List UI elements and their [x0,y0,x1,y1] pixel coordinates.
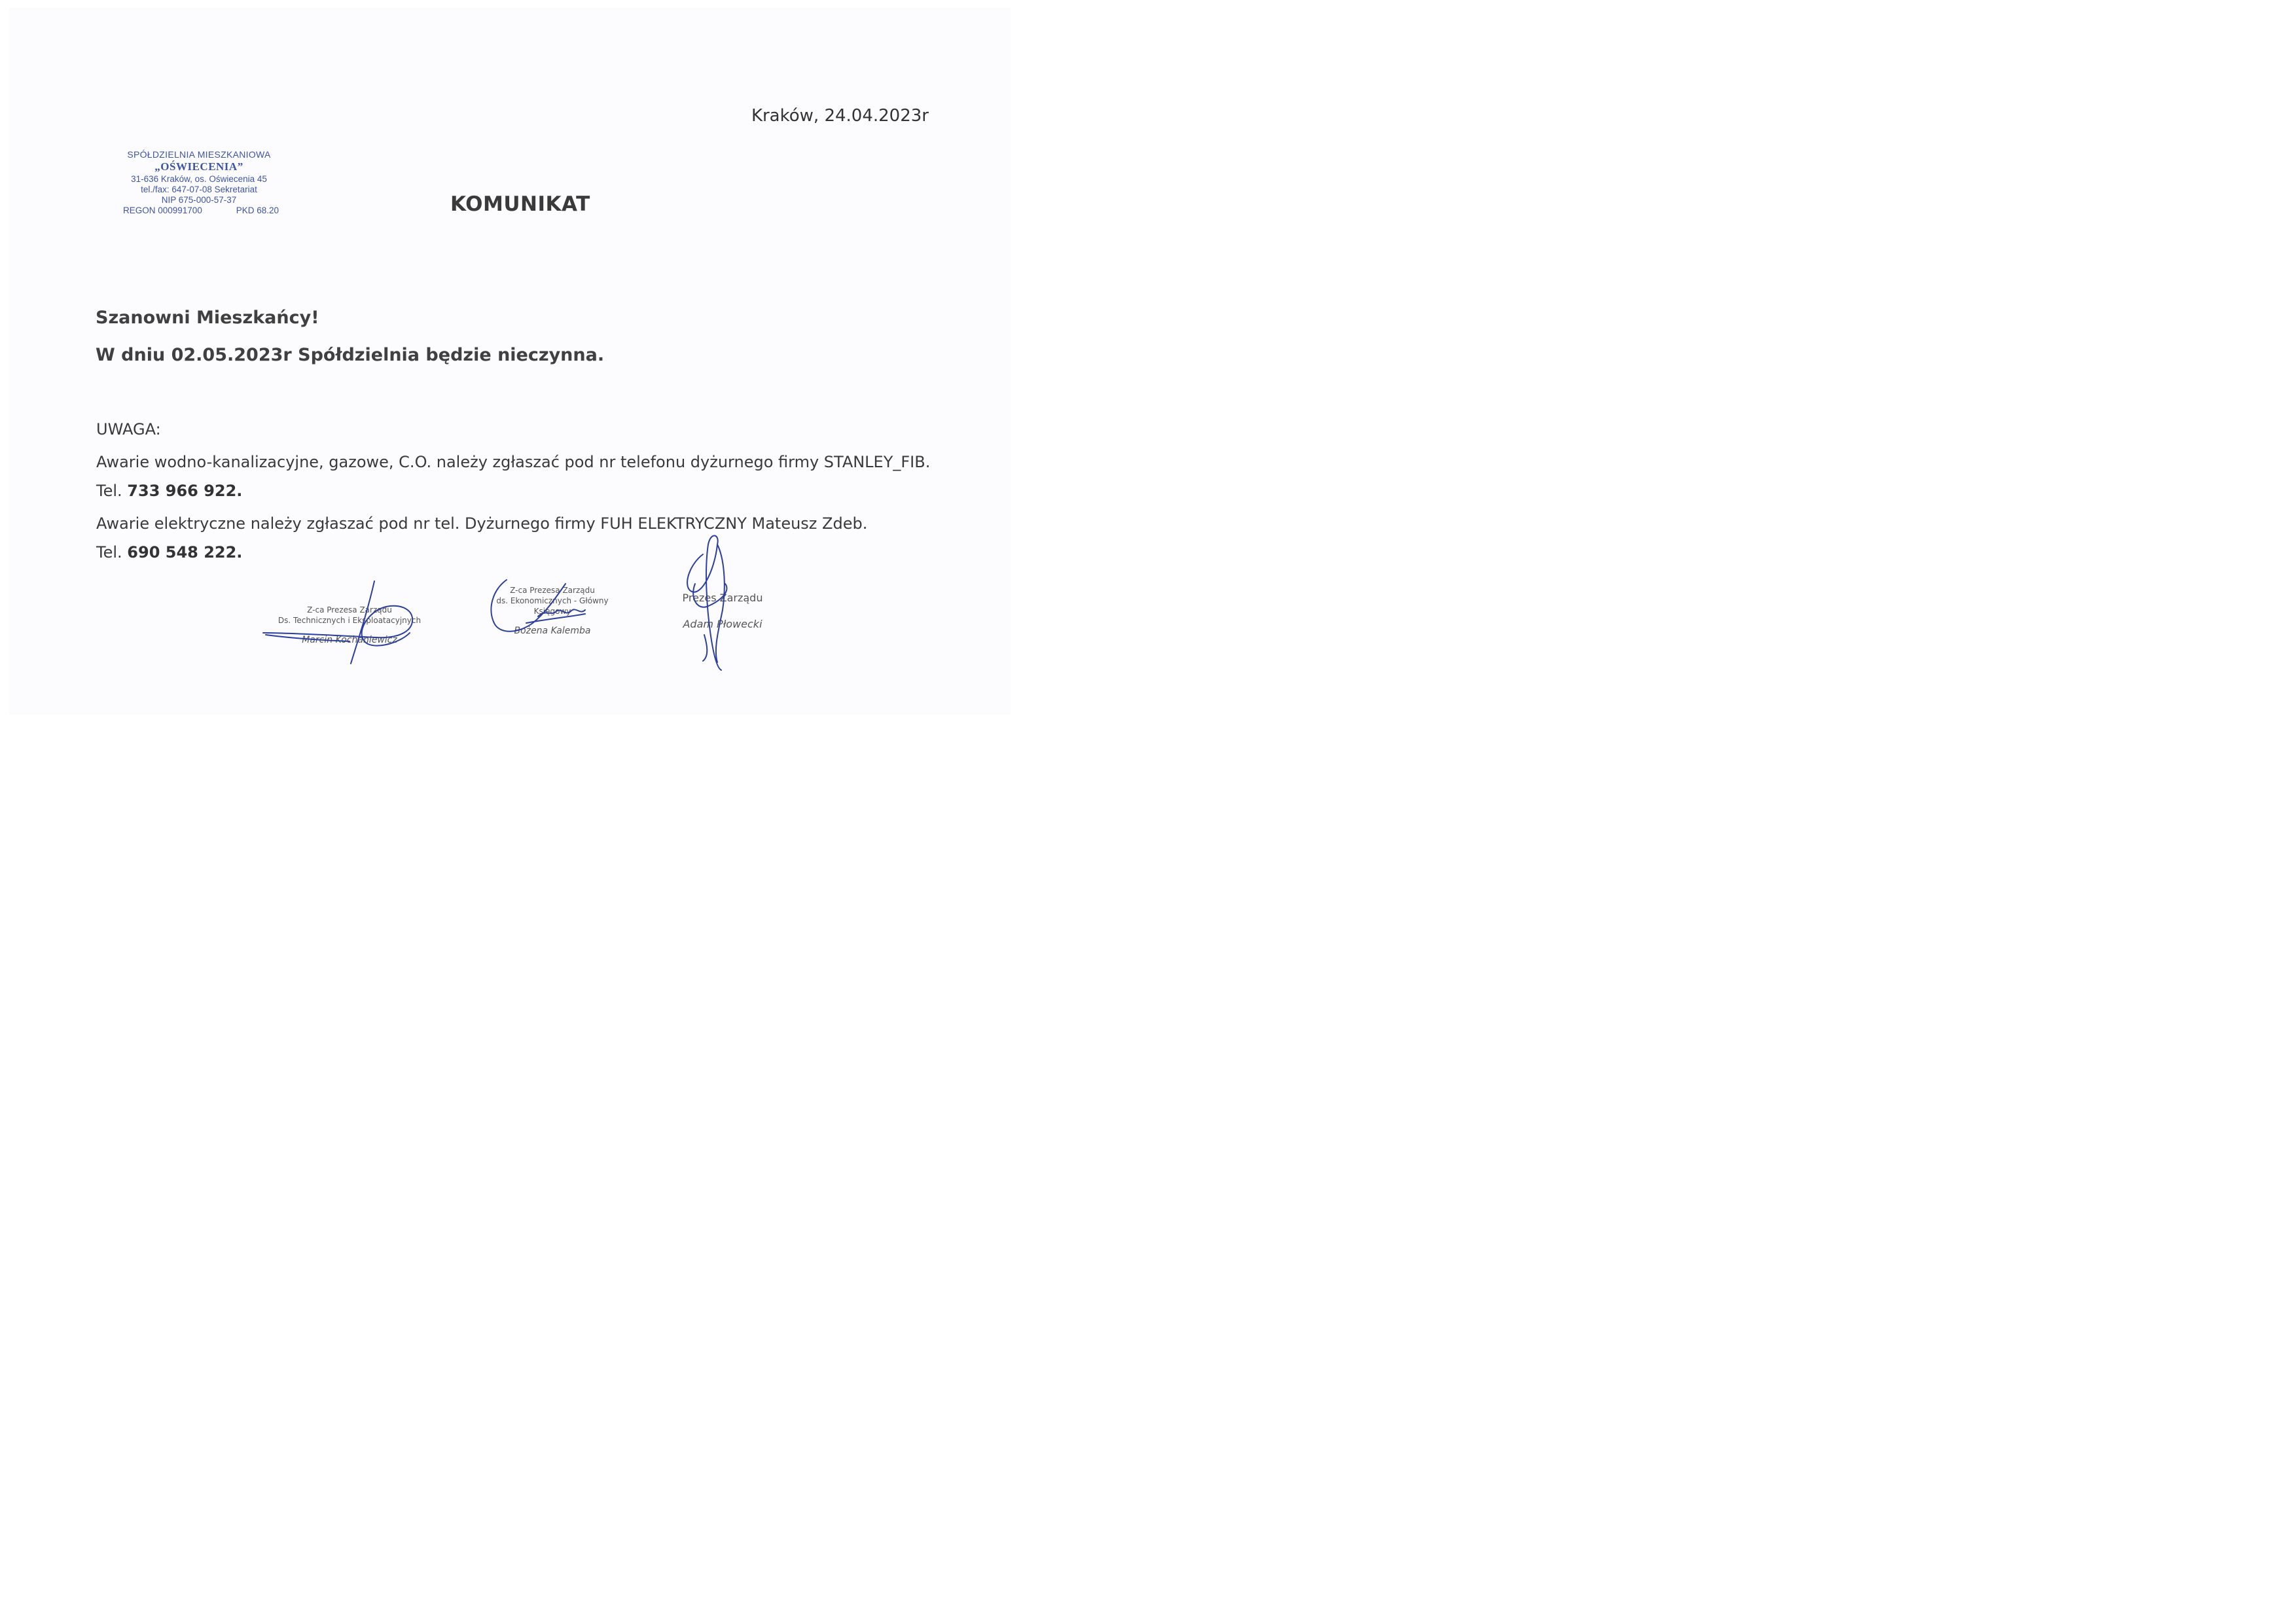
attention-label: UWAGA: [96,420,161,438]
document-page [9,8,1011,715]
signature-block-technical [271,605,428,645]
stamp-line-title: „OŚWIECENIA” [154,160,243,173]
stamp-line-address: 31-636 Kraków, os. Oświecenia 45 [131,174,267,184]
signature-role-detail: Ds. Technicznych i Eksploatacyjnych [278,616,422,625]
notice-electrical: Awarie elektryczne należy zgłaszać pod nr tel. Dyżurnego firmy FUH ELEKTRYCZNY Mateusz Zdeb. [96,514,868,533]
signature-role-detail: ds. Ekonomicznych - Główny Księgowy [496,596,609,616]
stamp-pkd: PKD 68.20 [236,205,279,215]
stamp-line-nip: NIP 675-000-57-37 [161,195,237,205]
cooperative-stamp [114,149,284,215]
notice-electrical-phone [96,543,242,562]
closed-notice: W dniu 02.05.2023r Spółdzielnia będzie nieczynna. [96,345,605,365]
stamp-line-phone: tel./fax: 647-07-08 Sekretariat [141,185,257,194]
signature-stroke-10 [703,635,707,661]
signature-role: Z-ca Prezesa Zarządu [307,605,392,615]
notice-water-gas-phone [96,482,242,500]
stamp-regon: REGON 000991700 [123,205,202,215]
phone-prefix: Tel. [96,482,122,500]
phone-number: 690 548 222. [127,543,243,562]
signature-block-president [667,593,778,630]
signature-name: Adam Płowecki [683,618,762,630]
notice-water-gas: Awarie wodno-kanalizacyjne, gazowe, C.O. należy zgłaszać pod nr telefonu dyżurnego firmy STANLEY_FIB. [96,453,931,471]
signature-role: Z-ca Prezesa Zarządu [510,586,595,595]
signature-name: Bożena Kalemba [514,626,591,636]
greeting: Szanowni Mieszkańcy! [96,308,319,328]
signature-name: Marcin Kochaniewicz [302,635,397,645]
phone-number: 733 966 922. [127,482,243,500]
stamp-line-name: SPÓŁDZIELNIA MIESZKANIOWA [127,149,271,160]
document-date: Kraków, 24.04.2023r [751,106,929,126]
phone-prefix: Tel. [96,543,122,562]
document-title: KOMUNIKAT [450,192,590,216]
signature-role: Prezes Zarządu [682,592,763,604]
stamp-line-regon-pkd [114,205,284,215]
signature-block-economic [480,585,624,636]
